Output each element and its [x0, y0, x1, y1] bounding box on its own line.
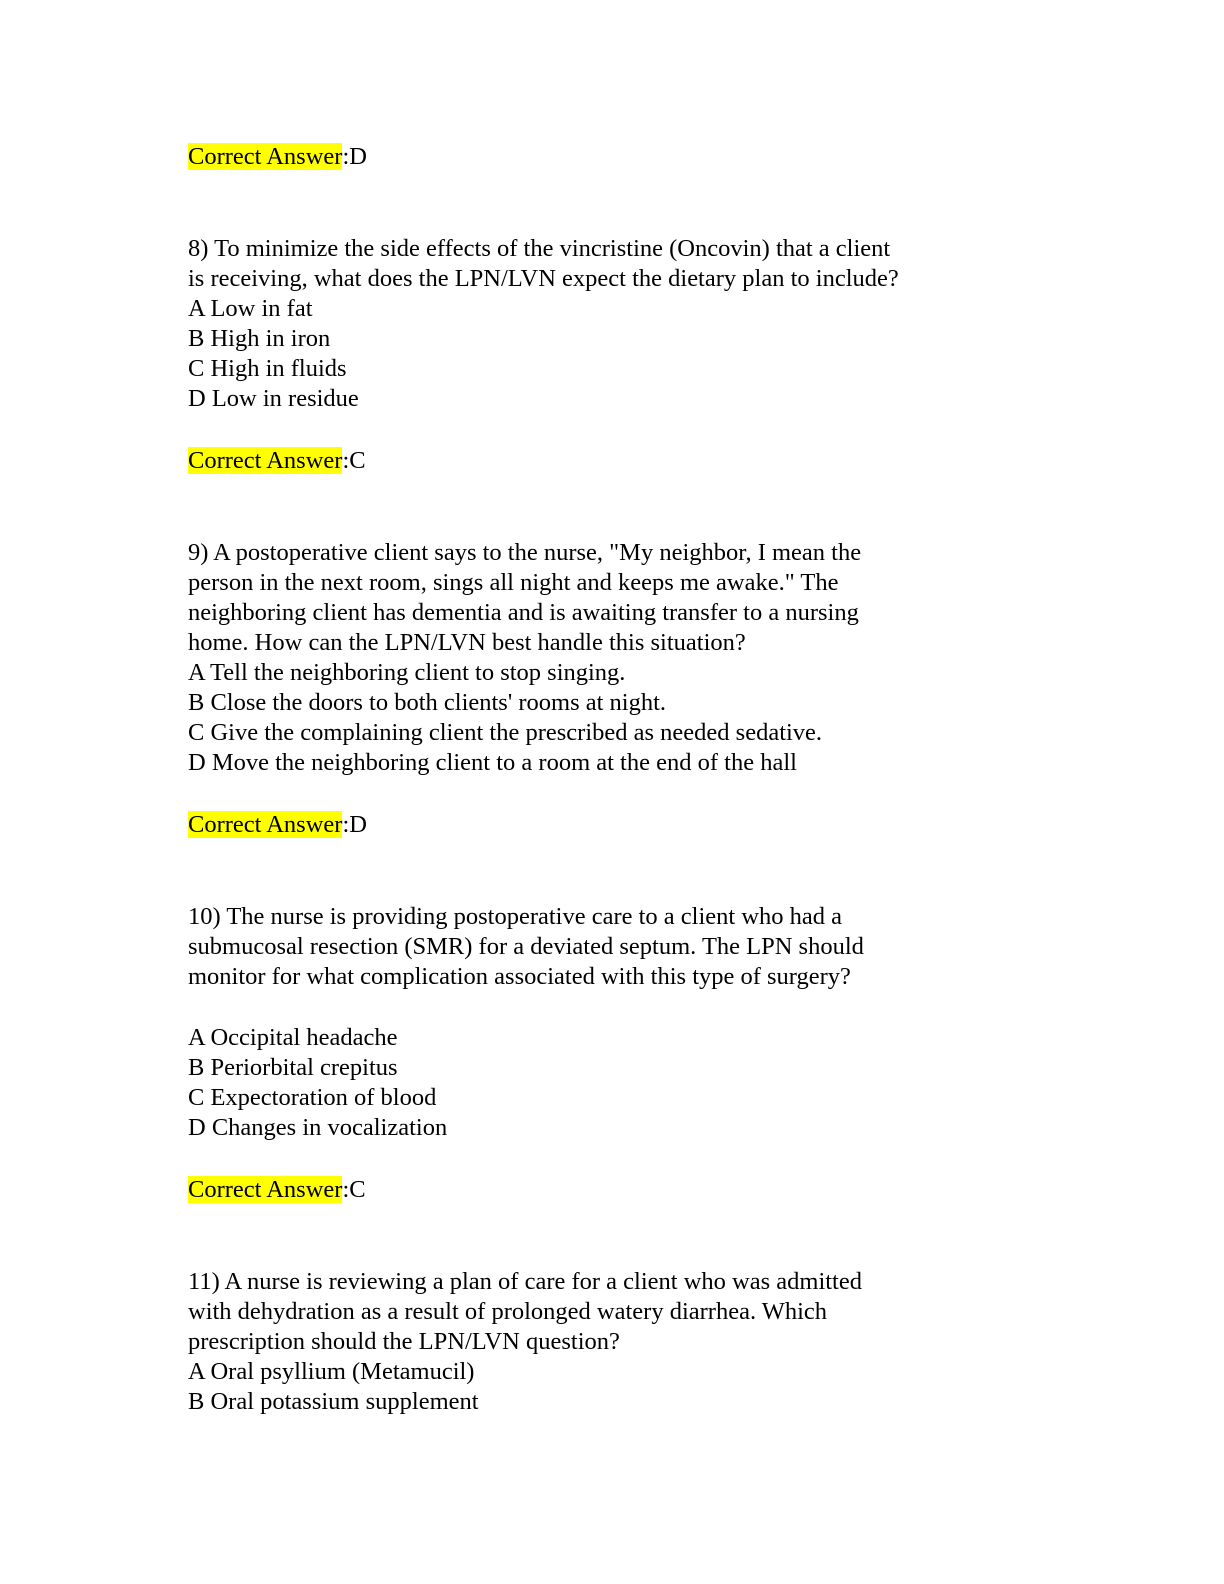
question-stem-line: submucosal resection (SMR) for a deviated septum. The LPN should	[188, 933, 864, 960]
answer-option: C Give the complaining client the prescribed as needed sedative.	[188, 719, 823, 746]
question-stem-line: monitor for what complication associated with this type of surgery?	[188, 963, 851, 990]
answer-option: A Tell the neighboring client to stop singing.	[188, 659, 626, 686]
question-stem-line: home. How can the LPN/LVN best handle this situation?	[188, 629, 746, 656]
correct-answer	[188, 1175, 366, 1205]
answer-value: D	[349, 143, 367, 170]
answer-option: B High in iron	[188, 325, 331, 352]
answer-option: B Oral potassium supplement	[188, 1388, 479, 1415]
answer-value: C	[349, 1176, 366, 1203]
answer-separator: :	[342, 811, 350, 838]
correct-answer	[188, 446, 366, 476]
correct-answer-label: Correct Answer	[188, 447, 343, 474]
answer-option: D Changes in vocalization	[188, 1114, 448, 1141]
answer-value: C	[349, 447, 366, 474]
answer-separator: :	[342, 447, 350, 474]
question-stem-line: with dehydration as a result of prolonged watery diarrhea. Which	[188, 1298, 828, 1325]
question-stem-line: 10) The nurse is providing postoperative care to a client who had a	[188, 903, 843, 930]
question-stem-line: person in the next room, sings all night and keeps me awake." The	[188, 569, 839, 596]
correct-answer-label: Correct Answer	[188, 811, 343, 838]
question-stem-line: 9) A postoperative client says to the nurse, "My neighbor, I mean the	[188, 539, 862, 566]
answer-option: A Oral psyllium (Metamucil)	[188, 1358, 475, 1385]
answer-value: D	[349, 811, 367, 838]
question-stem-line: is receiving, what does the LPN/LVN expect the dietary plan to include?	[188, 265, 899, 292]
question-stem-line: prescription should the LPN/LVN question?	[188, 1328, 620, 1355]
answer-option: C Expectoration of blood	[188, 1084, 437, 1111]
answer-option: B Periorbital crepitus	[188, 1054, 398, 1081]
correct-answer-label: Correct Answer	[188, 1176, 343, 1203]
correct-answer	[188, 810, 367, 840]
answer-option: D Move the neighboring client to a room at the end of the hall	[188, 749, 797, 776]
answer-separator: :	[342, 143, 350, 170]
answer-option: B Close the doors to both clients' rooms at night.	[188, 689, 667, 716]
question-stem-line: 8) To minimize the side effects of the vincristine (Oncovin) that a client	[188, 235, 891, 262]
question-stem-line: 11) A nurse is reviewing a plan of care for a client who was admitted	[188, 1268, 862, 1295]
answer-separator: :	[342, 1176, 350, 1203]
answer-option: C High in fluids	[188, 355, 347, 382]
question-stem-line: neighboring client has dementia and is awaiting transfer to a nursing	[188, 599, 859, 626]
answer-option: A Occipital headache	[188, 1024, 398, 1051]
correct-answer	[188, 142, 367, 172]
answer-option: A Low in fat	[188, 295, 313, 322]
correct-answer-label: Correct Answer	[188, 143, 343, 170]
answer-option: D Low in residue	[188, 385, 359, 412]
